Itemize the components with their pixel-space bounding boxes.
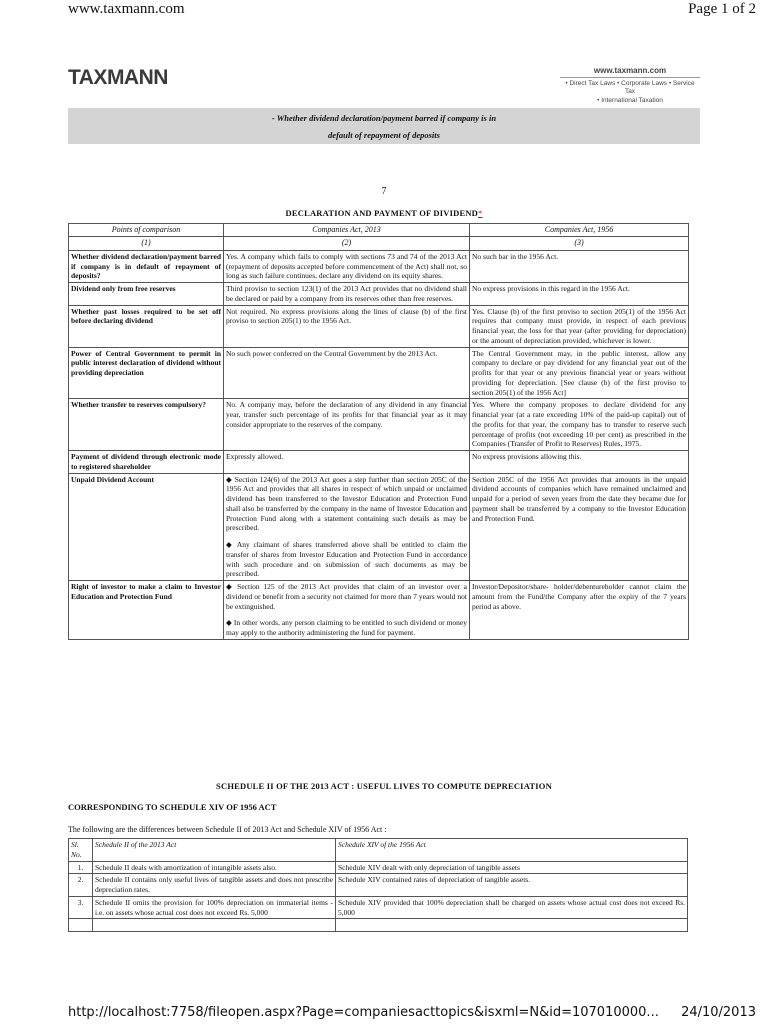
act-2013-paragraph: Not required. No express provisions along the lines of clause (b) of the first proviso to section 205(1) to the 1956 Act. xyxy=(226,306,467,326)
act-1956-cell: Yes. Where the company proposes to declare dividend for any financial year (at a rate exceeding 10% of the paid-up capital) out of the profits for that year, the company has to transfer to reserve such percentage of profits (not exceeding 10 per cent) as prescribed in the Companies (Transfer of Profit to Reserves) Rules, 1975. xyxy=(470,399,689,451)
act-2013-cell xyxy=(224,250,470,282)
act-2013-cell xyxy=(224,399,470,451)
serial-number: 3. xyxy=(69,896,93,919)
schedule-ii-cell: Schedule II contains only useful lives of tangible assets and does not prescribe depreciation rates. xyxy=(93,874,336,897)
schedule-ii-cell xyxy=(93,919,336,932)
comparison-row xyxy=(69,305,689,347)
point-of-comparison: Power of Central Government to permit in public interest declaration of dividend without providing depreciation xyxy=(69,347,224,399)
act-2013-cell xyxy=(224,283,470,306)
point-of-comparison: Whether past losses required to be set off before declaring dividend xyxy=(69,305,224,347)
corresponding-title: CORRESPONDING TO SCHEDULE XIV OF 1956 ACT xyxy=(68,802,277,812)
brand-tagline-text xyxy=(560,77,700,105)
serial-number xyxy=(69,919,93,932)
act-2013-cell xyxy=(224,451,470,474)
page-indicator: Page 1 of 2 xyxy=(688,1,756,17)
schedule-xiv-cell: Schedule XIV contained rates of depreciation of tangible assets. xyxy=(336,874,688,897)
comparison-table xyxy=(68,223,689,640)
browser-footer xyxy=(0,1003,768,1024)
act-1956-cell: No such bar in the 1956 Act. xyxy=(470,250,689,282)
chapter-title-text: DECLARATION AND PAYMENT OF DIVIDEND xyxy=(285,208,478,218)
schedule-table xyxy=(68,838,688,932)
act-2013-paragraph: No such power conferred on the Central Government by the 2013 Act. xyxy=(226,348,438,358)
tagline-line-1: • Direct Tax Laws • Corporate Laws • Service Tax xyxy=(565,80,695,96)
act-1956-cell: No express provisions allowing this. xyxy=(470,451,689,474)
schedule-xiv-cell: Schedule XIV dealt with only depreciation of tangible assets xyxy=(336,861,688,874)
brand-tagline xyxy=(560,66,700,105)
col-header-1956: Companies Act, 1956 xyxy=(470,224,689,237)
schedule-row xyxy=(69,919,688,932)
brand-site: www.taxmann.com xyxy=(593,66,667,75)
sch-header-1956: Schedule XIV of the 1956 Act xyxy=(336,839,688,862)
schedule-ii-cell: Schedule II deals with amortization of intangible assets also. xyxy=(93,861,336,874)
act-2013-cell xyxy=(224,581,470,640)
topic-band xyxy=(68,108,700,144)
footer-date: 24/10/2013 xyxy=(681,1005,756,1020)
act-2013-paragraph: ◆ In other words, any person claiming to be entitled to such dividend or money may apply to the authority administering the fund for payment. xyxy=(226,618,467,638)
act-2013-cell xyxy=(224,305,470,347)
col-header-points: Points of comparison xyxy=(69,224,224,237)
act-2013-paragraph: ◆ Section 124(6) of the 2013 Act goes a step further than section 205C of the 1956 Act and provides that all shares in respect of which unpaid or unclaimed dividend has been transferred to the Investor Education and Protection Fund shall also be transferred by the company in the name of Investor Education and Protection Fund along with a statement containing such details as may be prescribed. xyxy=(226,474,467,533)
act-2013-paragraph: Yes. A company which fails to comply with sections 73 and 74 of the 2013 Act (repayment of deposits accepted before commencement of the Act) shall not, so long as such failure continues, declare any dividend on its equity shares. xyxy=(226,251,467,281)
point-of-comparison: Dividend only from free reserves xyxy=(69,283,224,306)
browser-header xyxy=(0,0,768,22)
point-of-comparison: Whether dividend declaration/payment barred if company is in default of repayment of deposits? xyxy=(69,250,224,282)
schedule-intro: The following are the differences between Schedule II of 2013 Act and Schedule XIV of 1956 Act : xyxy=(68,825,387,834)
comparison-row xyxy=(69,250,689,282)
act-1956-cell: No express provisions in this regard in the 1956 Act. xyxy=(470,283,689,306)
header-url: www.taxmann.com xyxy=(68,1,185,17)
point-of-comparison: Unpaid Dividend Account xyxy=(69,473,224,581)
schedule-ii-cell: Schedule II omits the provision for 100% depreciation on immaterial items - i.e. on assets whose actual cost does not exceed Rs. 5,000 xyxy=(93,896,336,919)
act-1956-cell: The Central Government may, in the public interest, allow any company to declare or pay dividend for any financial year out of the profits for that year or any previous financial year or years without providing for depreciation. [See clause (b) of the first proviso to section 205(1) of the 1956 Act] xyxy=(470,347,689,399)
footer-url: http://localhost:7758/fileopen.aspx?Page=companiesacttopics&isxml=N&id=107010000... xyxy=(68,1005,659,1020)
comparison-row xyxy=(69,347,689,399)
point-of-comparison: Whether transfer to reserves compulsory? xyxy=(69,399,224,451)
act-1956-cell: Investor/Depositor/share- holder/debentureholder cannot claim the amount from the Fund/the Company after the expiry of the 7 years period as above. xyxy=(470,581,689,640)
col-subheader-3: (3) xyxy=(470,237,689,250)
comparison-row xyxy=(69,399,689,451)
footnote-link[interactable]: * xyxy=(478,208,483,218)
schedule-row xyxy=(69,896,688,919)
brand-header xyxy=(68,60,700,105)
tagline-line-2: • International Taxation xyxy=(597,96,663,104)
schedule-rows xyxy=(69,861,688,932)
col-subheader-2: (2) xyxy=(224,237,470,250)
serial-number: 1. xyxy=(69,861,93,874)
topic-line-2: default of repayment of deposits xyxy=(328,130,440,140)
taxmann-logo: TAXMANN xyxy=(68,66,168,89)
point-of-comparison: Right of investor to make a claim to Investor Education and Protection Fund xyxy=(69,581,224,640)
comparison-row xyxy=(69,581,689,640)
chapter-number: 7 xyxy=(381,186,387,197)
act-1956-cell: Yes. Clause (b) of the first proviso to section 205(1) of the 1956 Act requires that company must provide, in respect of each previous financial year, the loss for that year (after providing for depreciation) or the amount of depreciation provided, whichever is lower. xyxy=(470,305,689,347)
comparison-row xyxy=(69,283,689,306)
act-2013-cell xyxy=(224,347,470,399)
comparison-row xyxy=(69,451,689,474)
schedule-title: SCHEDULE II OF THE 2013 ACT : USEFUL LIVES TO COMPUTE DEPRECIATION xyxy=(216,781,552,791)
act-2013-paragraph: ◆ Any claimant of shares transferred above shall be entitled to claim the transfer of shares from Investor Education and Protection Fund in accordance with such procedure and on submission of such documents as may be prescribed. xyxy=(226,540,467,579)
point-of-comparison: Payment of dividend through electronic mode to registered shareholder xyxy=(69,451,224,474)
sch-header-2013: Schedule II of the 2013 Act xyxy=(93,839,336,862)
serial-number: 2. xyxy=(69,874,93,897)
comparison-rows xyxy=(69,250,689,639)
sch-header-no: Sl. No. xyxy=(69,839,93,862)
comparison-row xyxy=(69,473,689,581)
act-2013-cell xyxy=(224,473,470,581)
act-1956-cell: Section 205C of the 1956 Act provides that amounts in the unpaid dividend accounts of companies which have remained unclaimed and unpaid for a period of seven years from the date they became due for payment shall be transferred by a company to the Investor Education and Protection Fund. xyxy=(470,473,689,581)
col-subheader-1: (1) xyxy=(69,237,224,250)
schedule-xiv-cell xyxy=(336,919,688,932)
act-2013-paragraph: Expressly allowed. xyxy=(226,452,284,462)
act-2013-paragraph: No. A company may, before the declaration of any dividend in any financial year, transfer such percentage of its profits for that financial year as it may consider appropriate to the reserves of the company. xyxy=(226,400,467,429)
schedule-xiv-cell: Schedule XIV provided that 100% depreciation shall be charged on assets whose actual cost does not exceed Rs. 5,000 xyxy=(336,896,688,919)
topic-line-1: - Whether dividend declaration/payment barred if company is in xyxy=(271,113,497,123)
schedule-row xyxy=(69,861,688,874)
schedule-row xyxy=(69,874,688,897)
col-header-2013: Companies Act, 2013 xyxy=(224,224,470,237)
chapter-title xyxy=(0,208,768,218)
act-2013-paragraph: ◆ Section 125 of the 2013 Act provides that claim of an investor over a dividend or benefit from a security not claimed for more than 7 years would not be extinguished. xyxy=(226,582,467,611)
act-2013-paragraph: Third proviso to section 123(1) of the 2013 Act provides that no dividend shall be declared or paid by a company from its reserves other than free reserves. xyxy=(226,284,467,303)
